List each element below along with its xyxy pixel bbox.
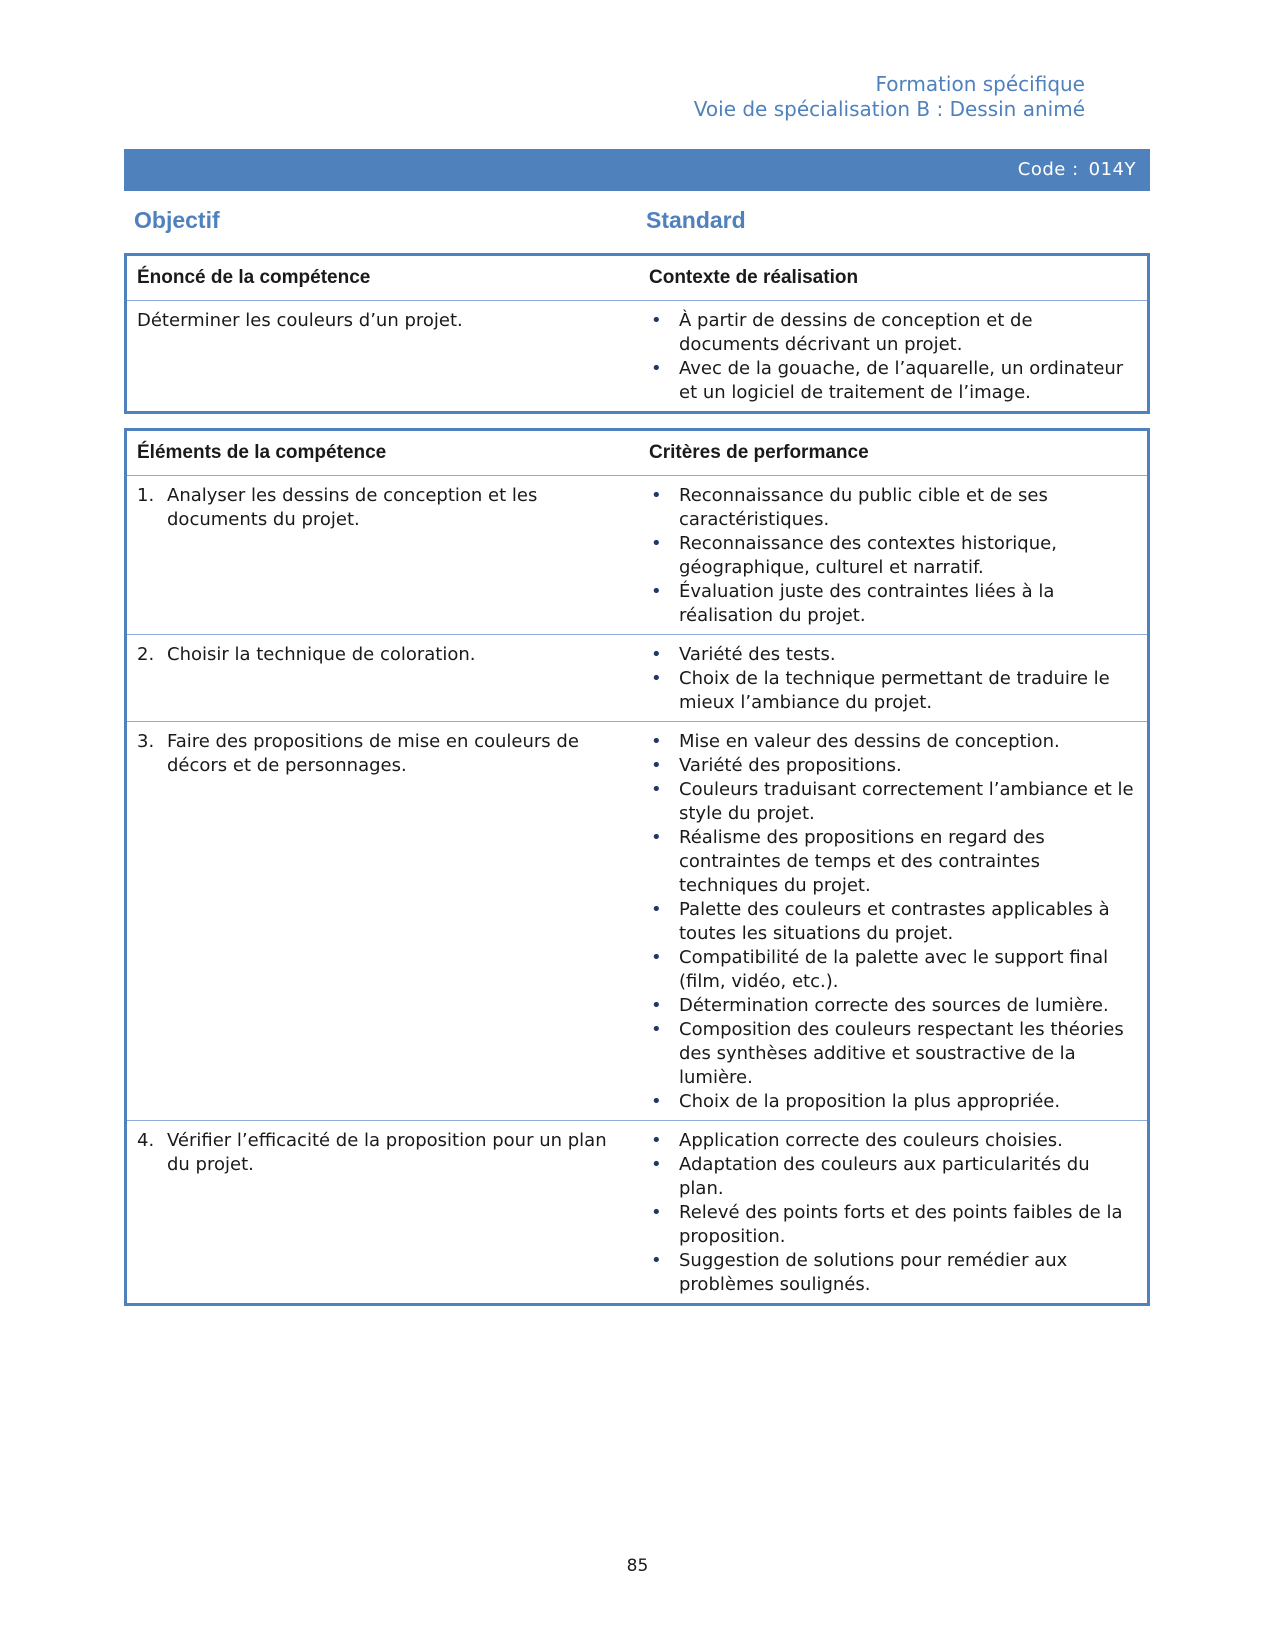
document-header xyxy=(694,72,1085,122)
header-formation: Formation spécifique xyxy=(875,72,1085,96)
competence-table xyxy=(124,253,1150,414)
code-label-group xyxy=(1018,159,1136,180)
element-text: Vérifier l’efficacité de la proposition pour un plan du projet. xyxy=(167,1130,607,1175)
element-cell xyxy=(126,476,640,635)
contexte-header: Contexte de réalisation xyxy=(649,267,859,288)
list-item: • Compatibilité de la palette avec le support final (film, vidéo, etc.). xyxy=(649,946,1137,994)
list-item: • À partir de dessins de conception et de documents décrivant un projet. xyxy=(649,309,1137,357)
criteres-list xyxy=(649,643,1137,715)
list-item: • Composition des couleurs respectant les théories des synthèses additive et soustractive de la lumière. xyxy=(649,1018,1137,1090)
code-label: Code : xyxy=(1017,159,1079,180)
table-row xyxy=(126,476,1149,635)
list-item: • Évaluation juste des contraintes liées à la réalisation du projet. xyxy=(649,580,1137,628)
table-header-row xyxy=(126,255,1149,301)
list-item: • Relevé des points forts et des points faibles de la proposition. xyxy=(649,1201,1137,1249)
element-item xyxy=(137,484,629,532)
contexte-list xyxy=(649,309,1137,405)
list-item: • Avec de la gouache, de l’aquarelle, un ordinateur et un logiciel de traitement de l’image. xyxy=(649,357,1137,405)
elements-header: Éléments de la compétence xyxy=(137,442,387,463)
criteres-header: Critères de performance xyxy=(649,442,869,463)
list-item: • Suggestion de solutions pour remédier aux problèmes soulignés. xyxy=(649,1249,1137,1297)
element-cell xyxy=(126,1121,640,1305)
list-item: • Couleurs traduisant correctement l’ambiance et le style du projet. xyxy=(649,778,1137,826)
enonce-header: Énoncé de la compétence xyxy=(137,267,371,288)
table-row xyxy=(126,1121,1149,1305)
standard-title: Standard xyxy=(646,207,746,233)
criteres-list xyxy=(649,730,1137,1114)
element-item xyxy=(137,730,629,778)
element-cell xyxy=(126,635,640,722)
objectif-title: Objectif xyxy=(134,207,220,233)
list-item: • Mise en valeur des dessins de conception. xyxy=(649,730,1137,754)
criteres-cell xyxy=(639,722,1149,1121)
criteres-list xyxy=(649,1129,1137,1297)
list-item: • Variété des tests. xyxy=(649,643,1137,667)
list-item: • Détermination correcte des sources de lumière. xyxy=(649,994,1137,1018)
table-header-row xyxy=(126,430,1149,476)
list-item: • Choix de la technique permettant de traduire le mieux l’ambiance du projet. xyxy=(649,667,1137,715)
table-row xyxy=(126,722,1149,1121)
element-item xyxy=(137,1129,629,1177)
code-value: 014Y xyxy=(1088,159,1136,180)
page-number: 85 xyxy=(626,1556,649,1576)
element-number: 4. xyxy=(137,1130,155,1151)
enonce-text: Déterminer les couleurs d’un projet. xyxy=(126,301,640,413)
element-text: Choisir la technique de coloration. xyxy=(167,644,476,665)
list-item: • Réalisme des propositions en regard des contraintes de temps et des contraintes techniques du projet. xyxy=(649,826,1137,898)
element-cell xyxy=(126,722,640,1121)
criteres-list xyxy=(649,484,1137,628)
list-item: • Reconnaissance du public cible et de ses caractéristiques. xyxy=(649,484,1137,532)
elements-table xyxy=(124,428,1150,1306)
list-item: • Choix de la proposition la plus appropriée. xyxy=(649,1090,1137,1114)
element-number: 3. xyxy=(137,731,155,752)
list-item: • Application correcte des couleurs choisies. xyxy=(649,1129,1137,1153)
code-bar xyxy=(124,149,1150,191)
table-row xyxy=(126,301,1149,413)
list-item: • Variété des propositions. xyxy=(649,754,1137,778)
contexte-cell xyxy=(639,301,1149,413)
element-number: 1. xyxy=(137,485,155,506)
section-titles xyxy=(124,207,1150,237)
element-text: Analyser les dessins de conception et les documents du projet. xyxy=(167,485,538,530)
element-text: Faire des propositions de mise en couleurs de décors et de personnages. xyxy=(167,731,579,776)
criteres-cell xyxy=(639,635,1149,722)
list-item: • Reconnaissance des contextes historique, géographique, culturel et narratif. xyxy=(649,532,1137,580)
header-voie: Voie de spécialisation B : Dessin animé xyxy=(693,97,1085,121)
criteres-cell xyxy=(639,1121,1149,1305)
element-number: 2. xyxy=(137,644,155,665)
list-item: • Palette des couleurs et contrastes applicables à toutes les situations du projet. xyxy=(649,898,1137,946)
list-item: • Adaptation des couleurs aux particularités du plan. xyxy=(649,1153,1137,1201)
element-item xyxy=(137,643,629,667)
criteres-cell xyxy=(639,476,1149,635)
table-row xyxy=(126,635,1149,722)
